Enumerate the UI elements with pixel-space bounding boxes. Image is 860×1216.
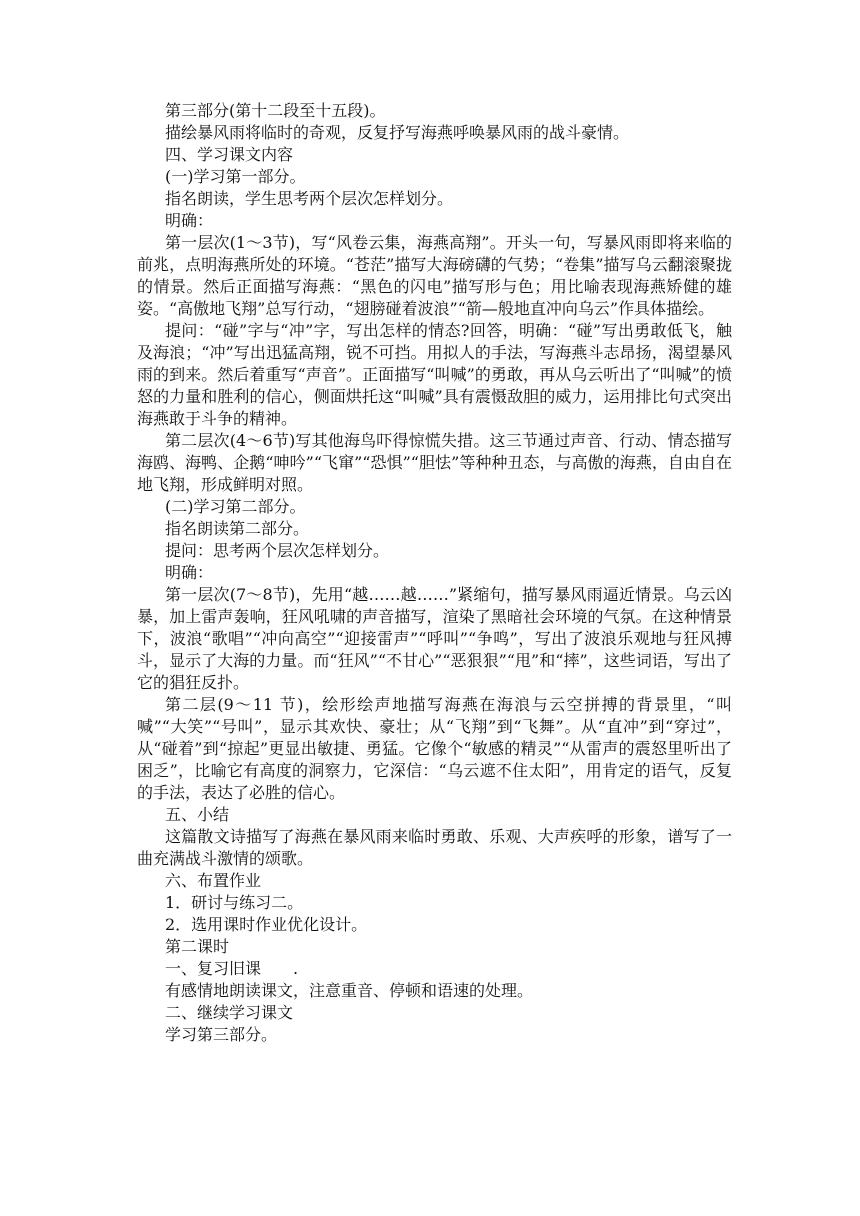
list-item: 1．研讨与练习二。 xyxy=(165,893,304,912)
paragraph: 描绘暴风雨将临时的奇观，反复抒写海燕呼唤暴风雨的战斗豪情。 xyxy=(165,123,630,142)
section-heading: 二、继续学习课文 xyxy=(165,1003,294,1022)
paragraph: 第一层次(1～3节)，写“风卷云集，海燕高翔”。开头一句，写暴风雨即将来临的前兆，点明海燕所处的环境。“苍茫”描写大海磅礴的气势；“卷集”描写乌云翻滚聚拢的情景。然后正面描写海燕：“黑色的闪电”描写形与色；用比喻表现海燕矫健的雄姿。“高傲地飞翔”总写行动，“翅膀碰着波浪”“箭—般地直冲向乌云”作具体描绘。 xyxy=(137,233,732,318)
subsection-heading: (一)学习第一部分。 xyxy=(165,167,306,186)
paragraph: 第二层(9～11 节)，绘形绘声地描写海燕在海浪与云空拼搏的背景里，“叫喊”“大笑”“号叫”，显示其欢快、豪壮；从“飞翔”到“飞舞”。从“直冲”到“穿过”，从“碰着”到“掠起”更显出敏捷、勇猛。它像个“敏感的精灵”“从雷声的震怒里听出了困乏”，比喻它有高度的洞察力，它深信：“乌云遮不住太阳”，用肯定的语气，反复的手法，表达了必胜的信心。 xyxy=(137,695,732,802)
paragraph: 第三部分(第十二段至十五段)。 xyxy=(165,101,386,120)
list-item: 2．选用课时作业优化设计。 xyxy=(165,915,368,934)
paragraph: 明确： xyxy=(165,211,214,230)
paragraph: 提问：“碰”字与“冲”字，写出怎样的情态?回答，明确：“碰”写出勇敢低飞，触及海浪；“冲”写出迅猛高翔，锐不可挡。用拟人的手法，写海燕斗志昂扬，渴望暴风雨的到来。然后着重写“声音”。正面描写“叫喊”的勇敢，再从乌云听出了“叫喊”的愤怒的力量和胜利的信心，侧面烘托这“叫喊”具有震慑敌胆的威力，运用排比句式突出海燕敢于斗争的精神。 xyxy=(137,321,732,428)
paragraph: 第一层次(7～8节)，先用“越……越……”紧缩句，描写暴风雨逼近情景。乌云凶暴，加上雷声轰响，狂风吼啸的声音描写，渲染了黑暗社会环境的气氛。在这种情景下，波浪“歌唱”“冲向高空”“迎接雷声”“呼叫”“争鸣”，写出了波浪乐观地与狂风搏斗，显示了大海的力量。而“狂风”“不甘心”“恶狠狠”“甩”和“摔”，这些词语，写出了它的猖狂反扑。 xyxy=(137,585,732,692)
paragraph: 明确： xyxy=(165,563,214,582)
paragraph: 指名朗读，学生思考两个层次怎样划分。 xyxy=(165,189,454,208)
section-heading: 一、复习旧课 . xyxy=(165,959,299,978)
document-page xyxy=(137,100,732,1046)
paragraph: 第二层次(4～6节)写其他海鸟吓得惊慌失措。这三节通过声音、行动、情态描写海鸥、海鸭、企鹅“呻吟”“飞窜”“恐惧”“胆怯”等种种丑态，与高傲的海燕，自由自在地飞翔，形成鲜明对照。 xyxy=(137,431,732,494)
paragraph: 这篇散文诗描写了海燕在暴风雨来临时勇敢、乐观、大声疾呼的形象，谱写了一曲充满战斗激情的颂歌。 xyxy=(137,827,732,868)
paragraph: 有感情地朗读课文，注意重音、停顿和语速的处理。 xyxy=(165,981,534,1000)
paragraph: 提问：思考两个层次怎样划分。 xyxy=(165,541,390,560)
paragraph: 指名朗读第二部分。 xyxy=(165,519,310,538)
section-heading: 六、布置作业 xyxy=(165,871,262,890)
section-heading: 五、小结 xyxy=(165,805,230,824)
paragraph: 学习第三部分。 xyxy=(165,1025,278,1044)
subsection-heading: (二)学习第二部分。 xyxy=(165,497,306,516)
lesson-heading: 第二课时 xyxy=(165,937,230,956)
section-heading: 四、学习课文内容 xyxy=(165,145,294,164)
